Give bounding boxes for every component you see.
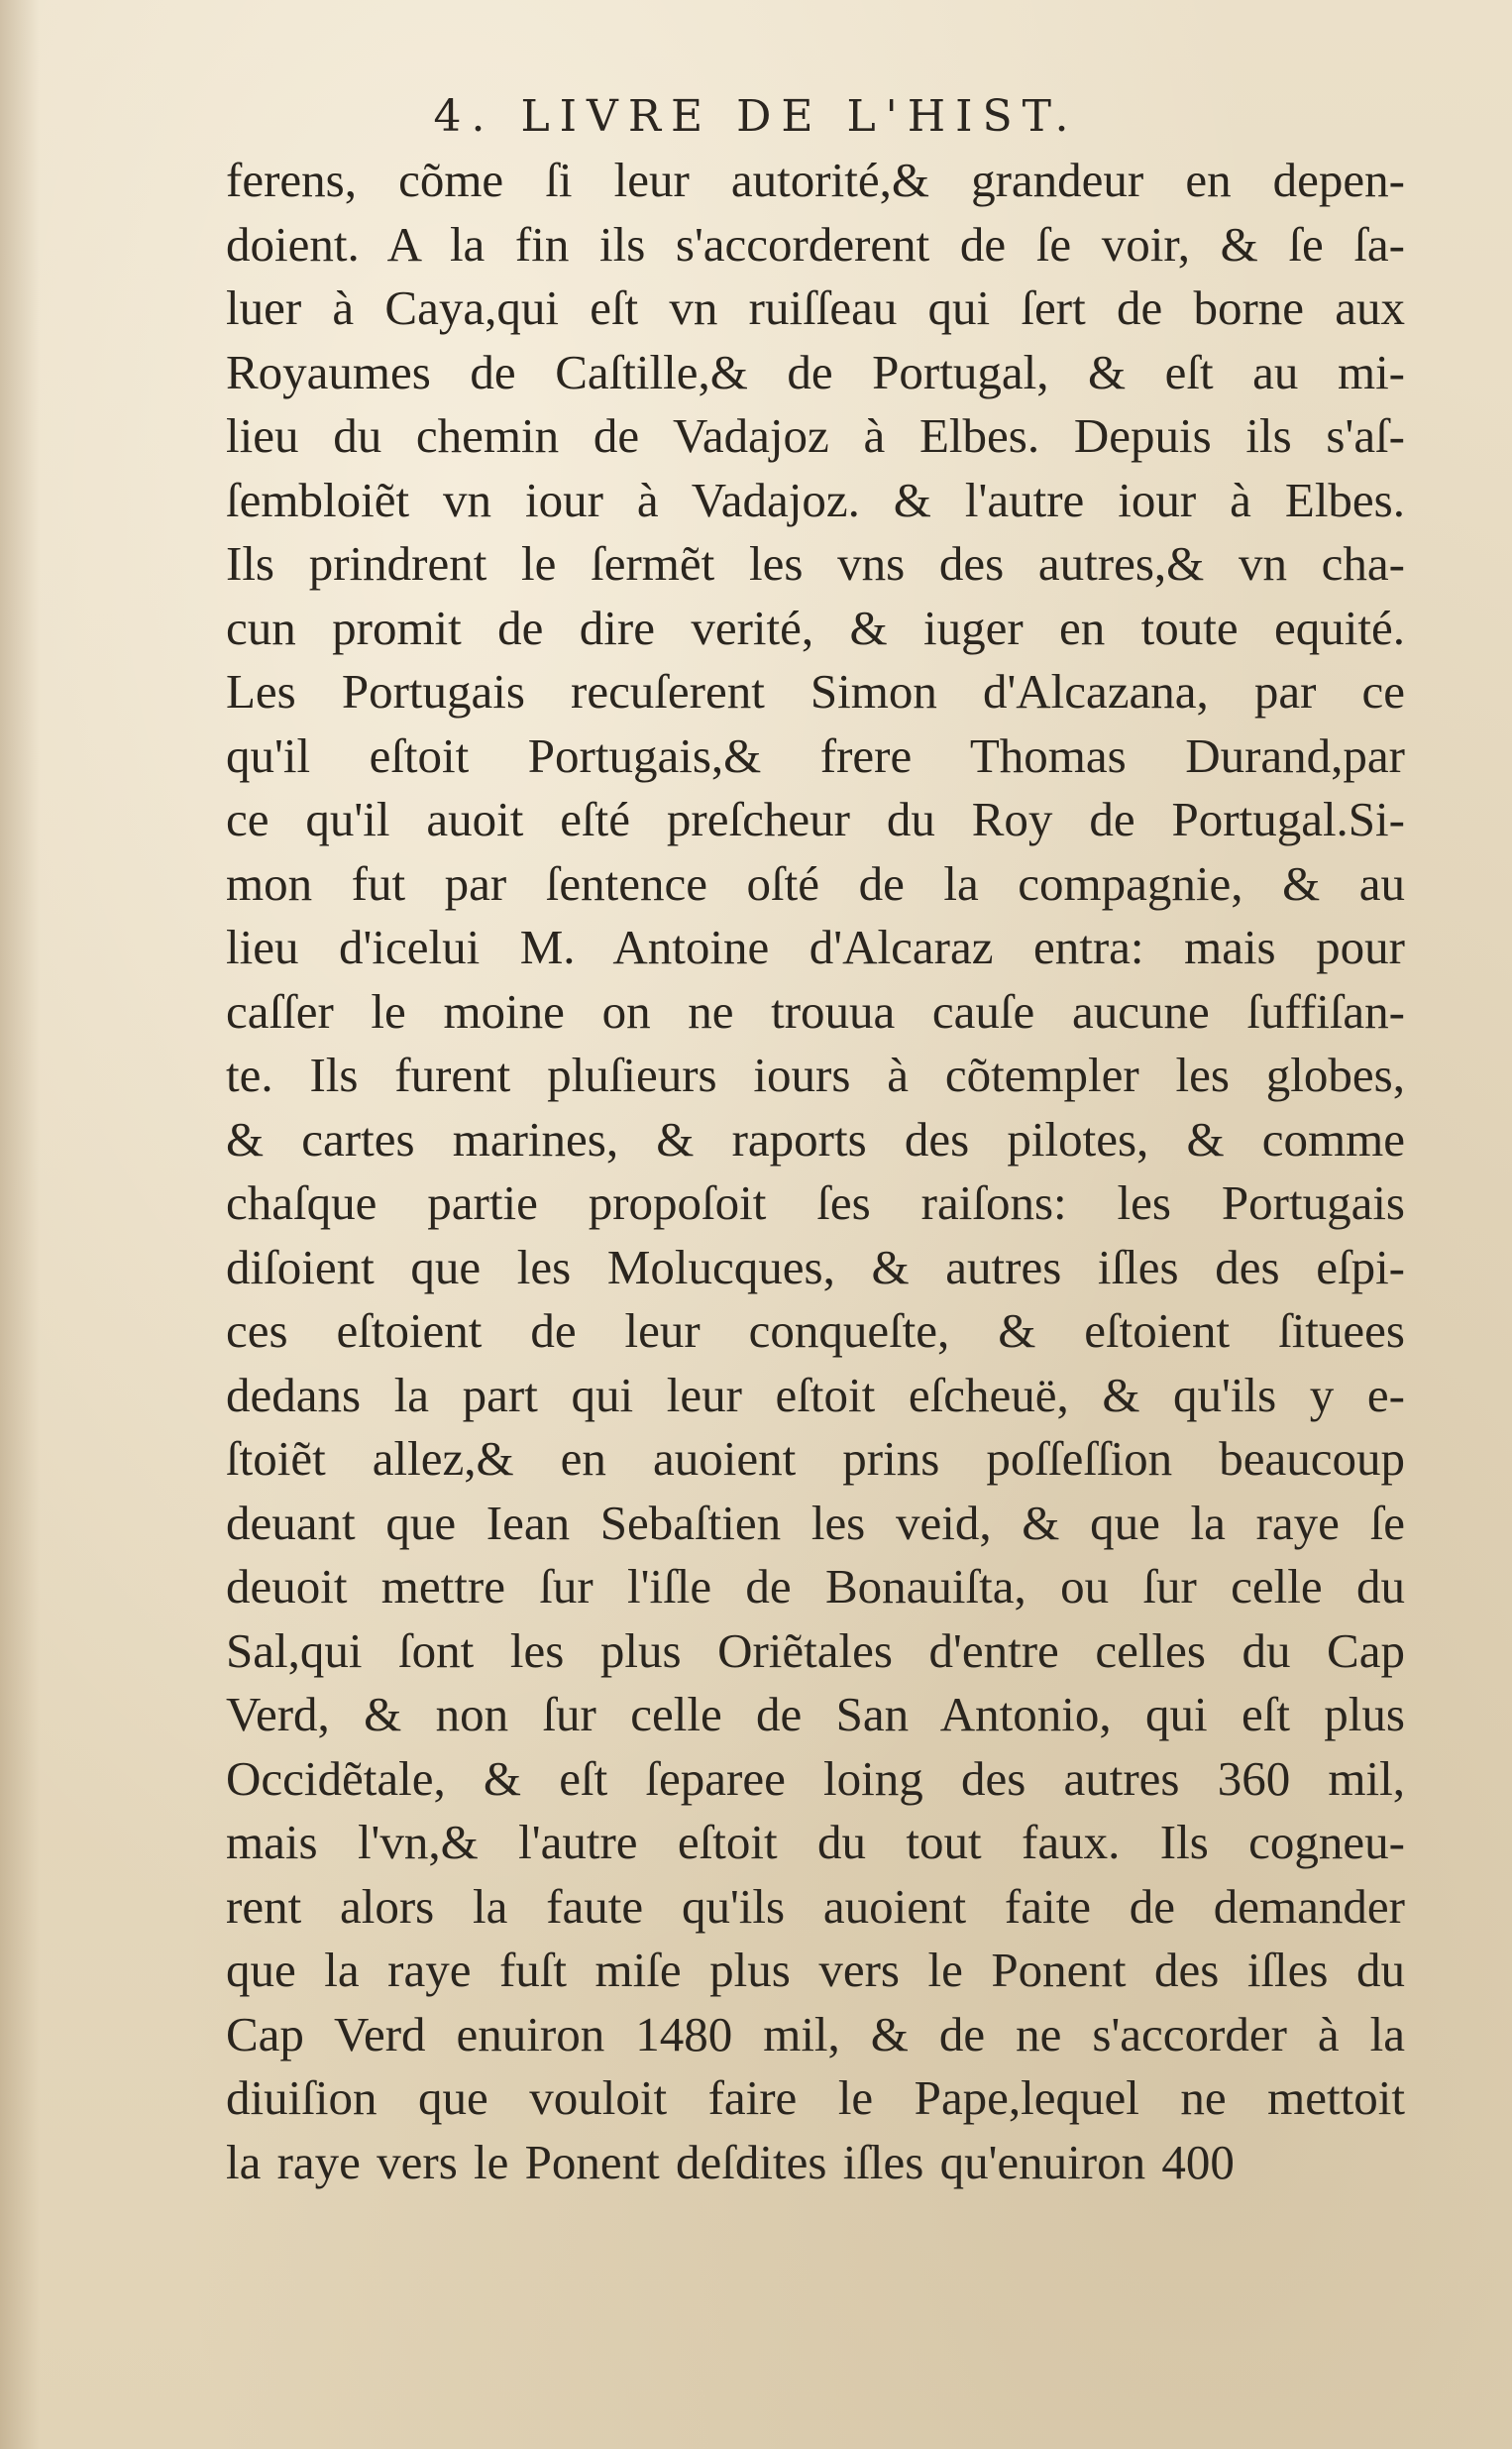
text-line: ce qu'il auoit eſté preſcheur du Roy de Portugal.Si- [226,792,1405,846]
text-line: lieu du chemin de Vadajoz à Elbes. Depuis ils s'aſ- [226,408,1405,463]
text-line: lieu d'icelui M. Antoine d'Alcaraz entra: mais pour [226,920,1405,974]
text-line: rent alors la faute qu'ils auoient faite de demander [226,1878,1405,1934]
text-line: mais l'vn,& l'autre eſtoit du tout faux. Ils cogneu- [226,1815,1405,1869]
text-line: & cartes marines, & raports des pilotes, & comme [226,1111,1405,1167]
text-line: Occidẽtale, & eſt ſeparee loing des autres 360 mil, [226,1750,1405,1806]
text-line: diſoient que les Molucques, & autres iſles des eſpi- [226,1239,1405,1294]
text-line: deuoit mettre ſur l'iſle de Bonauiſta, ou ſur celle du [226,1559,1405,1614]
text-line: Royaumes de Caſtille,& de Portugal, & eſt au mi- [226,344,1405,399]
text-line: Verd, & non ſur celle de San Antonio, qui eſt plus [226,1687,1405,1741]
text-line: deuant que Iean Sebaſtien les veid, & que la raye ſe [226,1495,1405,1550]
text-line: doient. A la fin ils s'accorderent de ſe voir, & ſe ſa- [226,216,1405,272]
text-line: cun promit de dire verité, & iuger en toute equité. [226,600,1405,655]
text-line: Les Portugais recuſerent Simon d'Alcazana, par ce [226,664,1405,719]
text-line: mon fut par ſentence oſté de la compagnie, & au [226,855,1405,911]
text-line: dedans la part qui leur eſtoit eſcheuë, & qu'ils y e- [226,1367,1405,1422]
running-head [0,91,1512,142]
running-head-title: LIVRE DE L'HIST. [520,91,1079,142]
text-line: ces eſtoient de leur conqueſte, & eſtoient ſituees [226,1303,1405,1358]
text-line: ſtoiẽt allez,& en auoient prins poſſeſſion beaucoup [226,1431,1405,1486]
text-line: caſſer le moine on ne trouua cauſe aucune ſuffiſan- [226,983,1405,1039]
text-line: Sal,qui ſont les plus Oriẽtales d'entre celles du Cap [226,1622,1405,1678]
text-line: te. Ils furent pluſieurs iours à cõtempler les globes, [226,1048,1405,1102]
page-number: 4. [433,91,495,142]
text-line: Ils prindrent le ſermẽt les vns des autres,& vn cha- [226,536,1405,591]
text-line: qu'il eſtoit Portugais,& frere Thomas Durand,par [226,727,1405,783]
text-line: la raye vers le Ponent deſdites iſles qu'enuiron 400 [226,2134,1235,2189]
text-line: diuiſion que vouloit faire le Pape,lequel ne mettoit [226,2070,1405,2125]
text-line: que la raye fuſt miſe plus vers le Ponent des iſles du [226,1943,1405,1997]
text-line: ferens, cõme ſi leur autorité,& grandeur en depen- [226,153,1405,207]
text-line: Cap Verd enuiron 1480 mil, & de ne s'accorder à la [226,2006,1405,2061]
text-line: luer à Caya,qui eſt vn ruiſſeau qui ſert de borne aux [226,280,1405,335]
body-text [226,149,1405,2194]
text-line: ſembloiẽt vn iour à Vadajoz. & l'autre iour à Elbes. [226,472,1405,527]
text-line: chaſque partie propoſoit ſes raiſons: les Portugais [226,1175,1405,1230]
